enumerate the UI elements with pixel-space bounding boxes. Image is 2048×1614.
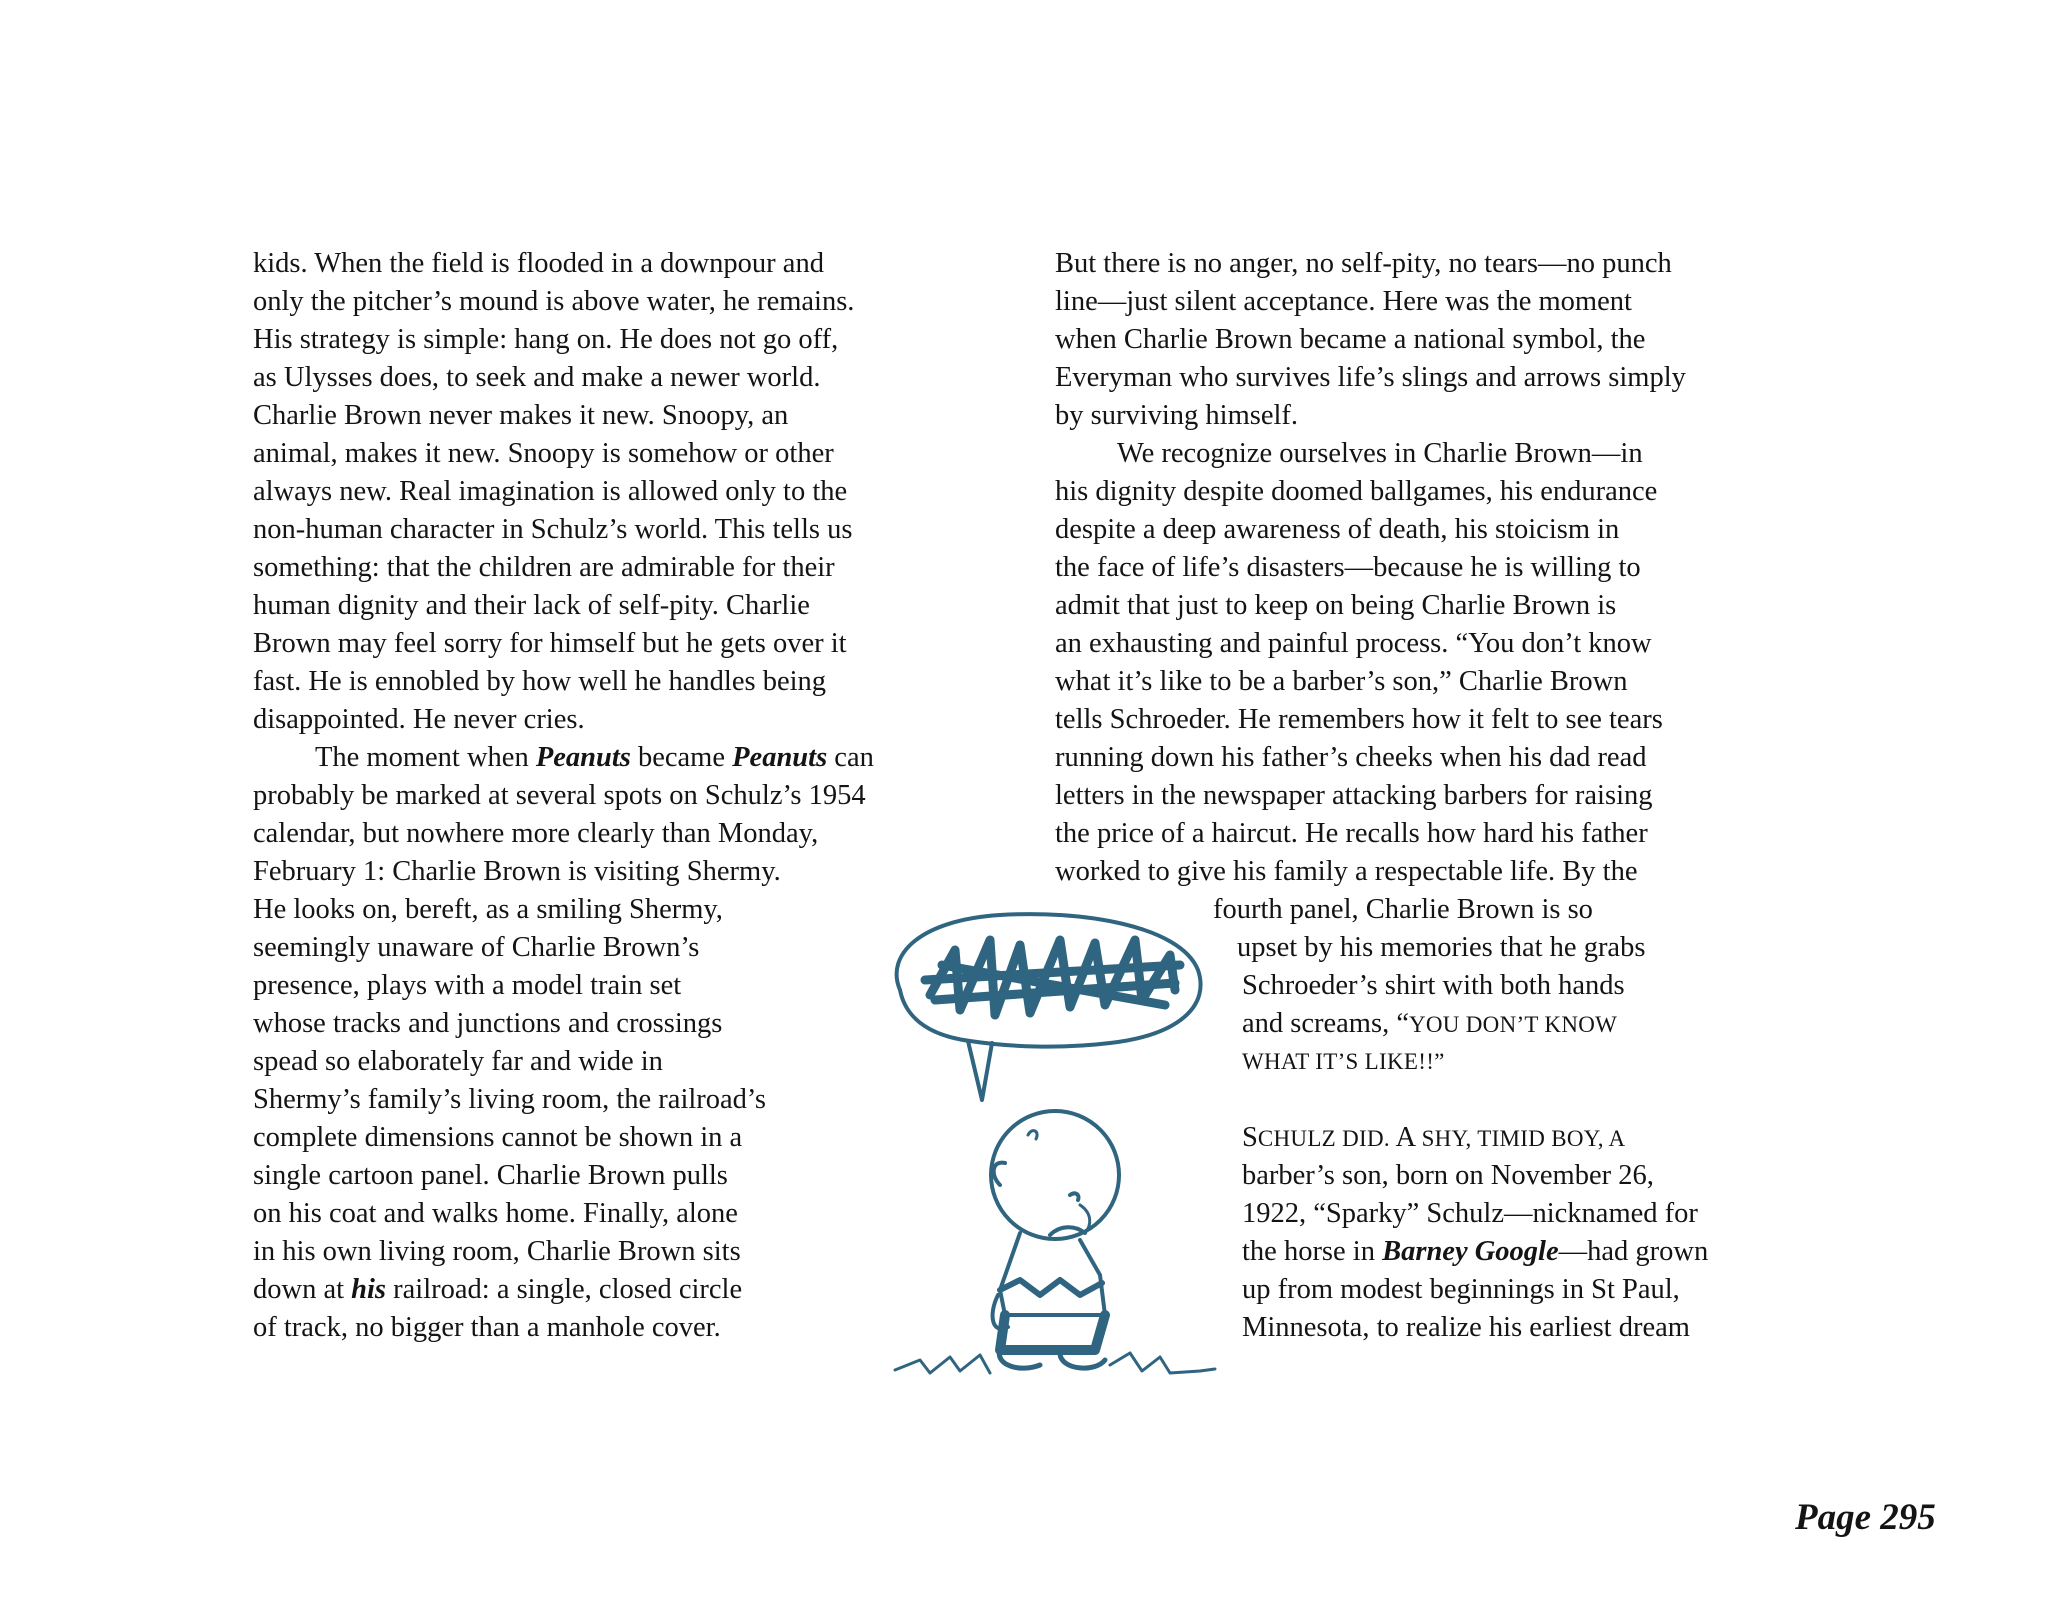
text-line: upset by his memories that he grabs bbox=[1237, 932, 1646, 963]
text-run: A bbox=[1389, 1122, 1422, 1153]
italic-title: Peanuts bbox=[535, 742, 631, 773]
page-number: Page 295 bbox=[1795, 1497, 1936, 1538]
charlie-brown-head bbox=[991, 1111, 1119, 1239]
text-line: barber’s son, born on November 26, bbox=[1242, 1160, 1654, 1191]
text-line: line—just silent acceptance. Here was the moment bbox=[1055, 286, 1632, 317]
text-run: The moment when bbox=[315, 742, 536, 773]
italic-title: Peanuts bbox=[732, 742, 828, 773]
text-line: Schroeder’s shirt with both hands bbox=[1242, 970, 1625, 1001]
text-line: We recognize ourselves in Charlie Brown—in bbox=[1117, 438, 1643, 469]
drop-letter: S bbox=[1242, 1122, 1258, 1153]
eye bbox=[1070, 1193, 1079, 1200]
small-caps-run: SHY, TIMID BOY, A bbox=[1421, 1126, 1626, 1151]
text-line: whose tracks and junctions and crossings bbox=[253, 1008, 723, 1039]
text-line: an exhausting and painful process. “You don’t know bbox=[1055, 628, 1652, 659]
italic-emphasis: his bbox=[351, 1274, 387, 1305]
text-line: Minnesota, to realize his earliest dream bbox=[1242, 1312, 1690, 1343]
text-line: tells Schroeder. He remembers how it felt to see tears bbox=[1055, 704, 1663, 735]
text-line: Charlie Brown never makes it new. Snoopy, an bbox=[253, 400, 789, 431]
text-line: the price of a haircut. He recalls how hard his father bbox=[1055, 818, 1648, 849]
text-line: on his coat and walks home. Finally, alone bbox=[253, 1198, 738, 1229]
text-line: admit that just to keep on being Charlie Brown is bbox=[1055, 590, 1617, 621]
text-line: running down his father’s cheeks when his dad read bbox=[1055, 742, 1647, 773]
small-caps-run: CHULZ DID. bbox=[1257, 1126, 1390, 1151]
text-run: down at bbox=[253, 1274, 352, 1305]
text-line: up from modest beginnings in St Paul, bbox=[1242, 1274, 1680, 1305]
scream-line bbox=[1242, 1005, 1617, 1044]
text-line: as Ulysses does, to seek and make a newer world. bbox=[253, 362, 821, 393]
text-line: letters in the newspaper attacking barbers for raising bbox=[1055, 780, 1653, 811]
small-caps-quote: YOU DON’T KNOW bbox=[1408, 1012, 1618, 1037]
shirt bbox=[1000, 1233, 1105, 1315]
text-line: animal, makes it new. Snoopy is somehow or other bbox=[253, 438, 834, 469]
shirt-zigzag bbox=[1000, 1280, 1102, 1295]
text-line: always new. Real imagination is allowed only to the bbox=[253, 476, 848, 507]
text-line: calendar, but nowhere more clearly than Monday, bbox=[253, 818, 819, 849]
text-line: probably be marked at several spots on Schulz’s 1954 bbox=[253, 780, 866, 811]
text-line: single cartoon panel. Charlie Brown pulls bbox=[253, 1160, 728, 1191]
text-line: human dignity and their lack of self-pity. Charlie bbox=[253, 590, 810, 621]
text-line: disappointed. He never cries. bbox=[253, 704, 585, 735]
text-line: Shermy’s family’s living room, the railroad’s bbox=[253, 1084, 766, 1115]
text-line-with-italic bbox=[1242, 1233, 1708, 1271]
text-line: by surviving himself. bbox=[1055, 400, 1299, 431]
small-caps-quote: WHAT IT’S LIKE!!” bbox=[1242, 1049, 1445, 1074]
italic-title: Barney Google bbox=[1382, 1236, 1559, 1267]
shorts bbox=[1000, 1315, 1105, 1350]
text-line: non-human character in Schulz’s world. This tells us bbox=[253, 514, 853, 545]
text-line: kids. When the field is flooded in a downpour and bbox=[253, 248, 824, 279]
text-line: Everyman who survives life’s slings and arrows simply bbox=[1055, 362, 1686, 393]
text-line: seemingly unaware of Charlie Brown’s bbox=[253, 932, 700, 963]
text-line: fast. He is ennobled by how well he handles being bbox=[253, 666, 827, 697]
text-run: railroad: a single, closed circle bbox=[386, 1274, 743, 1305]
text-run: can bbox=[827, 742, 874, 773]
text-line: spead so elaborately far and wide in bbox=[253, 1046, 663, 1077]
text-line: fourth panel, Charlie Brown is so bbox=[1213, 894, 1593, 925]
text-run: the horse in bbox=[1242, 1236, 1383, 1267]
text-line: Brown may feel sorry for himself but he gets over it bbox=[253, 628, 847, 659]
text-line: But there is no anger, no self-pity, no tears—no punch bbox=[1055, 248, 1672, 279]
text-line: worked to give his family a respectable life. By the bbox=[1055, 856, 1638, 887]
charlie-brown-illustration bbox=[880, 895, 1220, 1385]
text-run: became bbox=[630, 742, 733, 773]
text-line: something: that the children are admirable for their bbox=[253, 552, 835, 583]
text-line: only the pitcher’s mound is above water, he remains. bbox=[253, 286, 855, 317]
text-line: the face of life’s disasters—because he is willing to bbox=[1055, 552, 1641, 583]
text-run: —had grown bbox=[1558, 1236, 1709, 1267]
balloon-tail bbox=[968, 1041, 992, 1100]
text-line: February 1: Charlie Brown is visiting Shermy. bbox=[253, 856, 781, 887]
text-line: 1922, “Sparky” Schulz—nicknamed for bbox=[1242, 1198, 1698, 1229]
text-line: presence, plays with a model train set bbox=[253, 970, 682, 1001]
text-line: despite a deep awareness of death, his stoicism in bbox=[1055, 514, 1620, 545]
scribble-scrawl bbox=[925, 940, 1180, 1015]
text-run: and screams, “ bbox=[1242, 1008, 1409, 1039]
section-opening-line bbox=[1242, 1119, 1625, 1158]
text-line: He looks on, bereft, as a smiling Shermy, bbox=[253, 894, 723, 925]
text-line: in his own living room, Charlie Brown sits bbox=[253, 1236, 741, 1267]
text-line: when Charlie Brown became a national symbol, the bbox=[1055, 324, 1646, 355]
grass bbox=[895, 1353, 1215, 1373]
text-line: his dignity despite doomed ballgames, his endurance bbox=[1055, 476, 1658, 507]
text-line: what it’s like to be a barber’s son,” Charlie Brown bbox=[1055, 666, 1628, 697]
hair-curl bbox=[1028, 1131, 1037, 1139]
text-line: complete dimensions cannot be shown in a bbox=[253, 1122, 743, 1153]
text-line: His strategy is simple: hang on. He does not go off, bbox=[253, 324, 839, 355]
text-line: of track, no bigger than a manhole cover. bbox=[253, 1312, 721, 1343]
ear bbox=[994, 1163, 1005, 1185]
